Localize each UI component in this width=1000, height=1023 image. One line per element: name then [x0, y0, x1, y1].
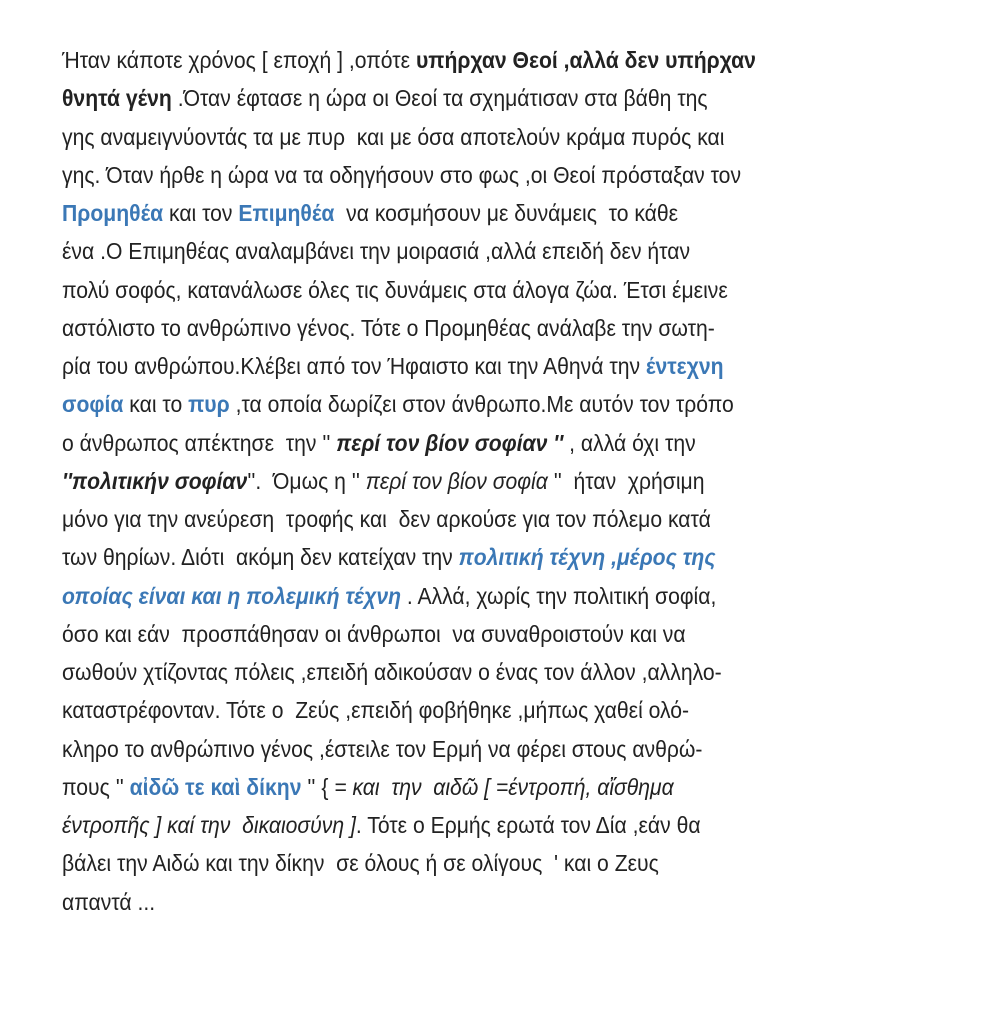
text-segment: ,τα οποία δωρίζει στον άνθρωπο.Με αυτόν τον τρόπο [229, 391, 734, 418]
emphasized-text-segment: Προμηθέα [62, 200, 164, 226]
text-segment: γης. Όταν ήρθε η ώρα να τα οδηγήσουν στο φως ,οι Θεοί πρόσταξαν τον [62, 161, 742, 188]
text-line [62, 309, 756, 347]
text-segment: '' ήταν χρήσιμη [547, 467, 705, 494]
emphasized-text-segment: Επιμηθέα [238, 200, 335, 226]
text-segment: των θηρίων. Διότι ακόμη δεν κατείχαν την [62, 544, 459, 571]
text-segment: καταστρέφονταν. Τότε ο Ζεύς ,επειδή φοβήθηκε ,μήπως χαθεί ολό- [62, 697, 690, 724]
text-segment: . Τότε ο Ερμής ερωτά τον Δία ,εάν θα [355, 812, 701, 838]
text-segment: και τον [163, 200, 239, 226]
text-segment: βάλει την Αιδώ και την δίκην σε όλους ή σε ολίγους ' και ο Ζευς [62, 850, 659, 877]
text-segment: πους '' [62, 773, 130, 800]
text-line [62, 691, 756, 729]
emphasized-text-segment: περί τον βίον σοφίαν '' [336, 429, 564, 456]
text-segment: ένα .Ο Επιμηθέας αναλαμβάνει την μοιρασιά ,αλλά επειδή δεν ήταν [62, 238, 691, 265]
text-segment: . Αλλά, χωρίς την πολιτική σοφία, [401, 582, 717, 609]
text-line [62, 194, 756, 232]
text-segment: κληρο το ανθρώπινο γένος ,έστειλε τον Ερμή να φέρει στους ανθρώ- [62, 735, 703, 762]
text-segment: να κοσμήσουν με δυνάμεις το κάθε [334, 200, 679, 226]
emphasized-text-segment: περί τον βίον σοφία [365, 467, 548, 494]
text-segment: Ήταν κάποτε χρόνος [ εποχή ] ,οπότε [62, 47, 416, 73]
text-segment: όσο και εάν προσπάθησαν οι άνθρωποι να συναθροιστούν και να [62, 620, 686, 647]
text-line [62, 156, 756, 194]
text-line [62, 271, 756, 309]
emphasized-text-segment: = και την αιδῶ [ =έντροπή, αἴσθημα [334, 773, 674, 800]
emphasized-text-segment: σοφία [62, 391, 124, 418]
text-line [62, 424, 756, 462]
text-line [62, 768, 756, 806]
text-line [62, 500, 756, 538]
text-line [62, 79, 756, 117]
text-line [62, 844, 756, 882]
text-line [62, 653, 756, 691]
text-segment: ''. Όμως η '' [247, 467, 366, 494]
text-line [62, 883, 756, 921]
text-line [62, 577, 756, 615]
text-line [62, 232, 756, 270]
text-segment: απαντά ... [62, 888, 156, 915]
text-segment: γης αναμειγνύοντάς τα με πυρ και με όσα αποτελούν κράμα πυρός και [62, 123, 725, 150]
document-body [62, 41, 756, 921]
text-segment: ο άνθρωπος απέκτησε την '' [62, 429, 337, 456]
text-line [62, 730, 756, 768]
emphasized-text-segment: θνητά γένη [62, 85, 172, 112]
text-line [62, 538, 756, 576]
text-segment: σωθούν χτίζοντας πόλεις ,επειδή αδικούσαν ο ένας τον άλλον ,αλληλο- [62, 659, 722, 685]
text-segment: , αλλά όχι την [563, 429, 696, 456]
text-line [62, 41, 756, 79]
text-segment: ρία του ανθρώπου.Κλέβει από τον Ήφαιστο και την Αθηνά την [62, 353, 646, 379]
text-segment: '' { [301, 773, 335, 800]
text-line [62, 806, 756, 844]
emphasized-text-segment: έντεχνη [645, 353, 724, 379]
text-line [62, 385, 756, 423]
emphasized-text-segment: έντροπῆς ] καί την δικαιοσύνη ] [62, 812, 356, 838]
text-line [62, 347, 756, 385]
text-line [62, 118, 756, 156]
text-line [62, 462, 756, 500]
text-segment: πολύ σοφός, κατανάλωσε όλες τις δυνάμεις στα άλογα ζώα. Έτσι έμεινε [62, 276, 728, 303]
text-segment: αστόλιστο το ανθρώπινο γένος. Τότε ο Προμηθέας ανάλαβε την σωτη- [62, 314, 715, 341]
text-line [62, 615, 756, 653]
text-segment: μόνο για την ανεύρεση τροφής και δεν αρκούσε για τον πόλεμο κατά [62, 506, 711, 532]
emphasized-text-segment: πολιτική τέχνη ,μέρος της [458, 544, 716, 571]
emphasized-text-segment: οποίας είναι και η πολεμική τέχνη [62, 582, 402, 609]
emphasized-text-segment: αἰδῶ τε καὶ δίκην [129, 773, 302, 800]
emphasized-text-segment: πυρ [188, 391, 230, 418]
emphasized-text-segment: υπήρχαν Θεοί ,αλλά δεν υπήρχαν [415, 47, 756, 73]
emphasized-text-segment: ''πολιτικήν σοφίαν [62, 467, 248, 494]
text-segment: .Όταν έφτασε η ώρα οι Θεοί τα σχημάτισαν στα βάθη της [171, 85, 708, 112]
text-segment: και το [123, 391, 189, 418]
